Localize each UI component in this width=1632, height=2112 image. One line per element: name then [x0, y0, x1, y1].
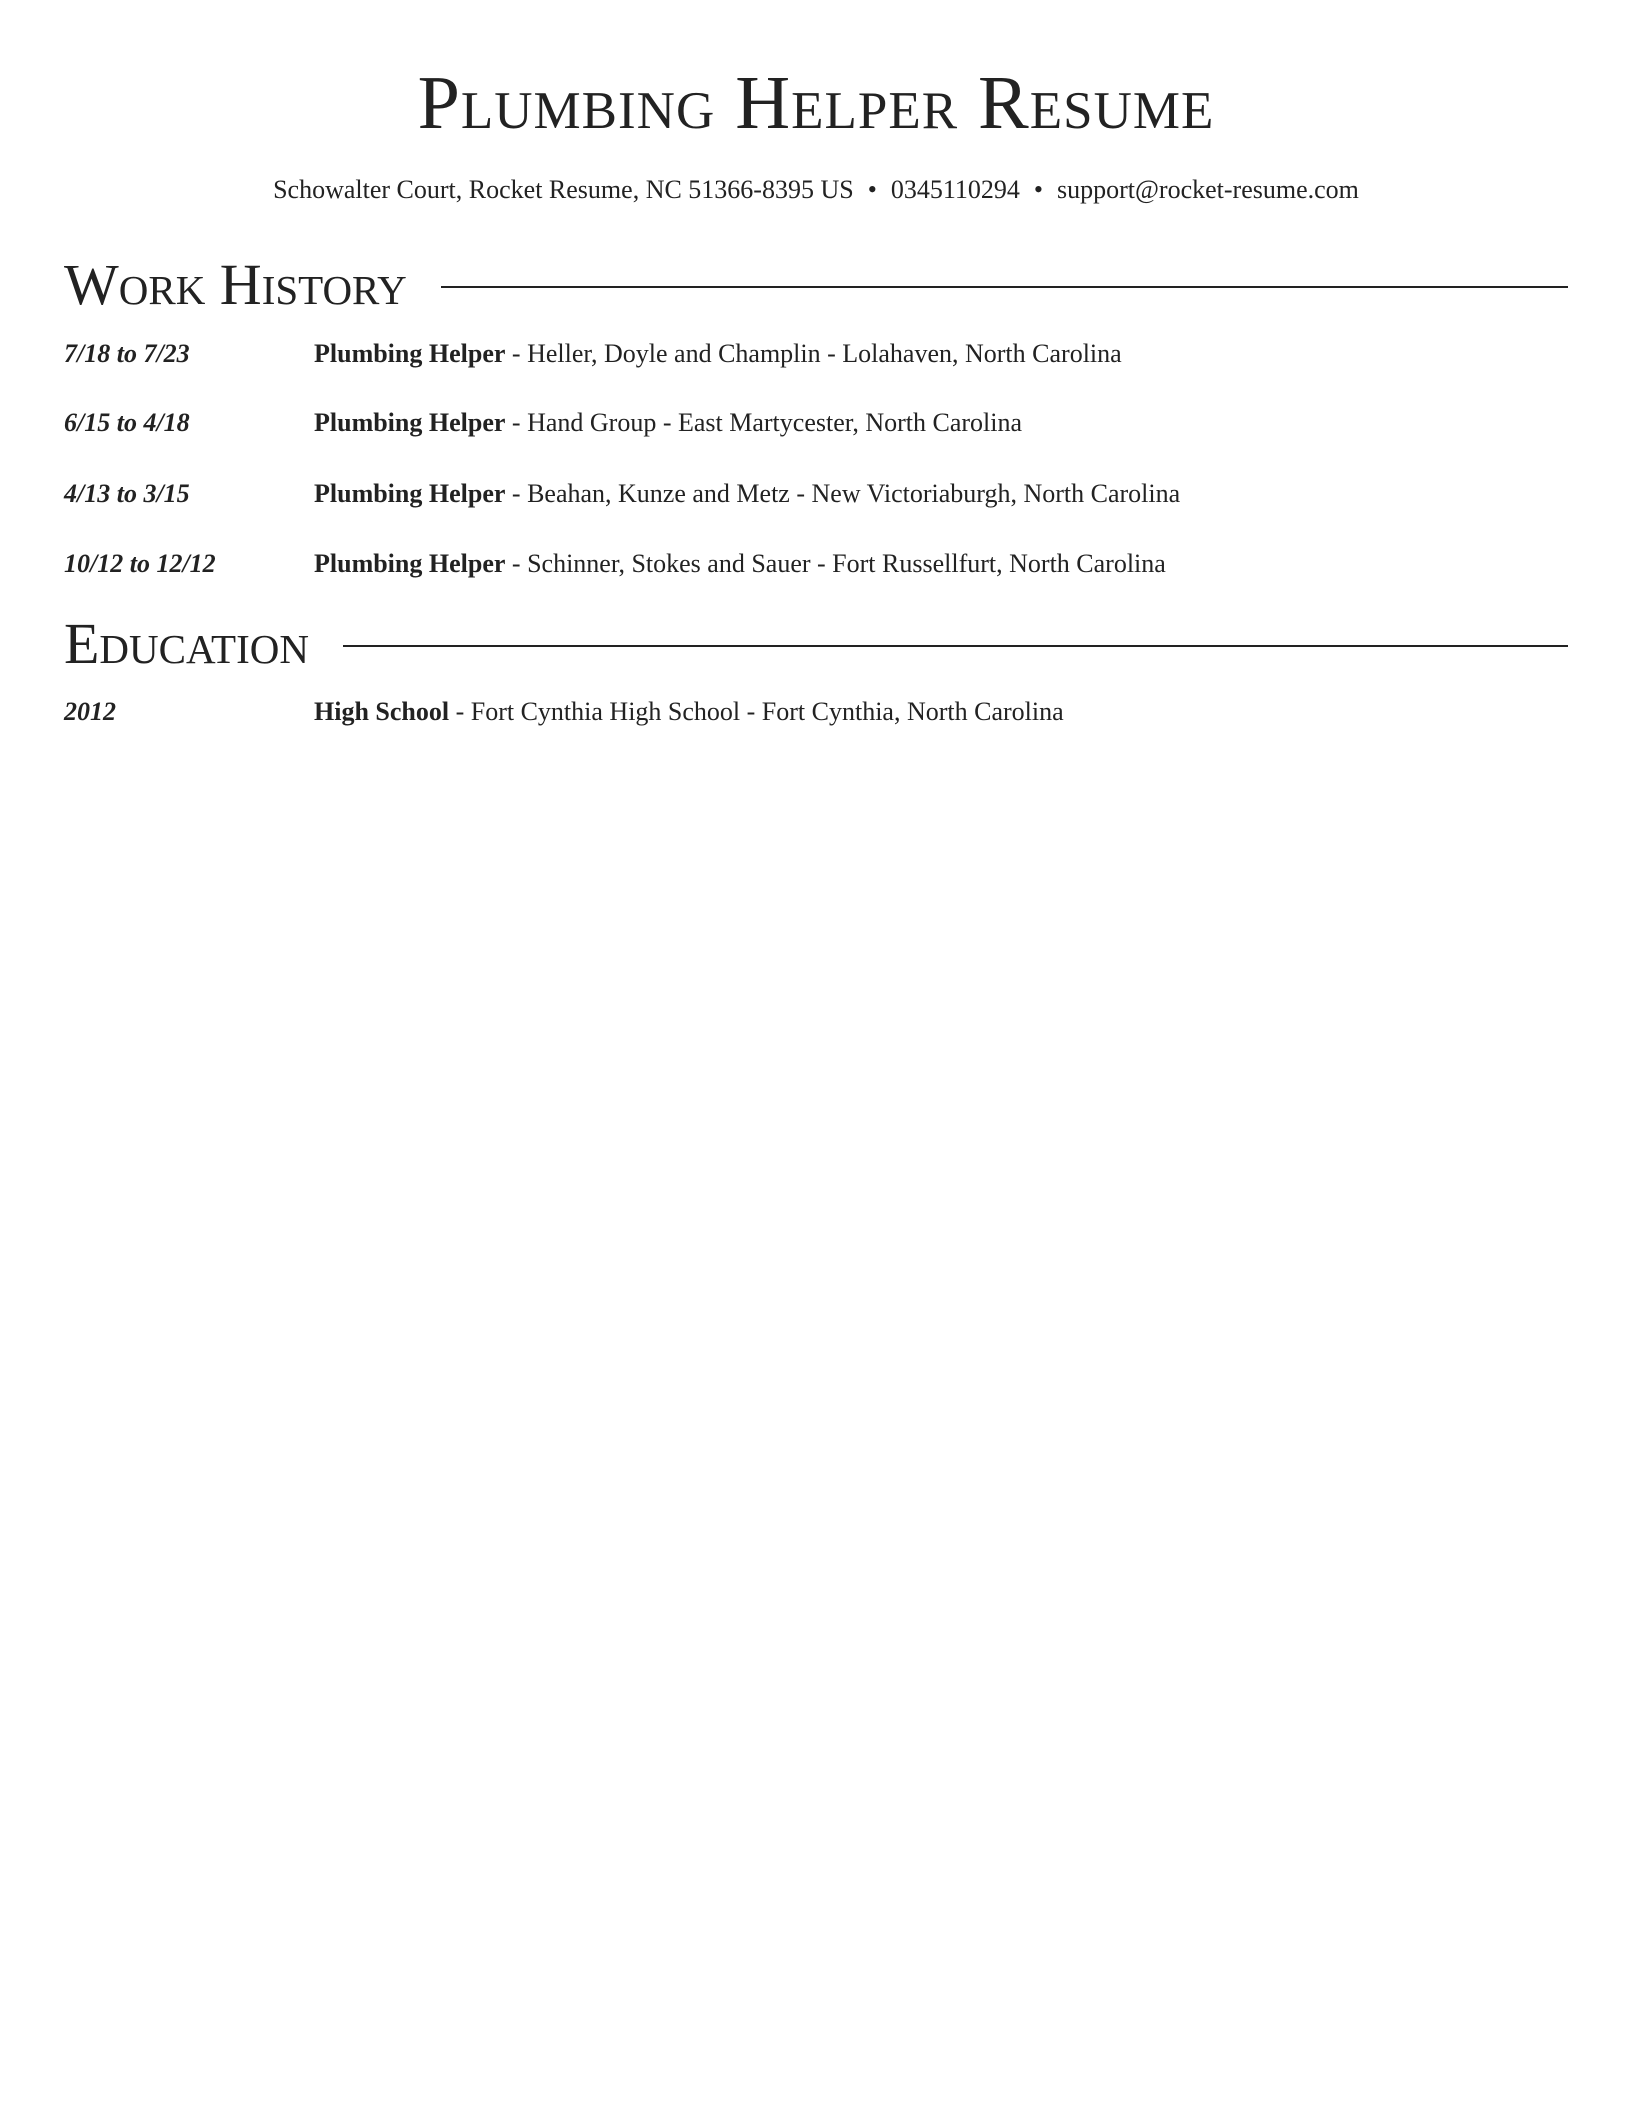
work-entry-role: Plumbing Helper: [314, 408, 506, 437]
work-entry-dates: 7/18 to 7/23: [64, 339, 190, 368]
work-entry-details: - Heller, Doyle and Champlin - Lolahaven, North Carolina: [505, 339, 1122, 368]
work-entry-details: - Schinner, Stokes and Sauer - Fort Russellfurt, North Carolina: [505, 549, 1166, 578]
education-entry-date: 2012: [64, 697, 116, 726]
work-entry-description: [314, 336, 1122, 372]
work-entry-description: [314, 405, 1022, 441]
section-divider: [441, 286, 1568, 288]
work-entry-description: [314, 546, 1166, 582]
education-entry-description: [314, 694, 1064, 730]
work-entry-role: Plumbing Helper: [314, 339, 506, 368]
work-entry-role: Plumbing Helper: [314, 549, 506, 578]
education-header: [64, 609, 1568, 679]
work-entry-dates: 6/15 to 4/18: [64, 408, 190, 437]
contact-line: [64, 172, 1568, 208]
education-entry-degree: High School: [314, 697, 450, 726]
work-entry-role: Plumbing Helper: [314, 479, 506, 508]
section-divider: [343, 645, 1568, 647]
contact-email: support@rocket-resume.com: [1056, 175, 1359, 204]
resume-title: Plumbing Helper Resume: [417, 61, 1215, 145]
education-entry-details: - Fort Cynthia High School - Fort Cynthia, North Carolina: [449, 697, 1064, 726]
work-history-heading: Work History: [64, 252, 407, 317]
work-history-header: [64, 250, 1568, 320]
work-entry-details: - Beahan, Kunze and Metz - New Victoriaburgh, North Carolina: [505, 479, 1181, 508]
work-entry-description: [314, 476, 1180, 512]
contact-phone: 0345110294: [890, 175, 1020, 204]
contact-address: Schowalter Court, Rocket Resume, NC 51366-8395 US: [273, 175, 854, 204]
contact-separator: •: [1033, 175, 1043, 204]
work-entry-dates: 4/13 to 3/15: [64, 479, 190, 508]
education-heading: Education: [64, 611, 309, 676]
contact-separator: •: [867, 175, 877, 204]
work-entry-details: - Hand Group - East Martycester, North Carolina: [505, 408, 1023, 437]
work-entry-dates: 10/12 to 12/12: [64, 549, 216, 578]
